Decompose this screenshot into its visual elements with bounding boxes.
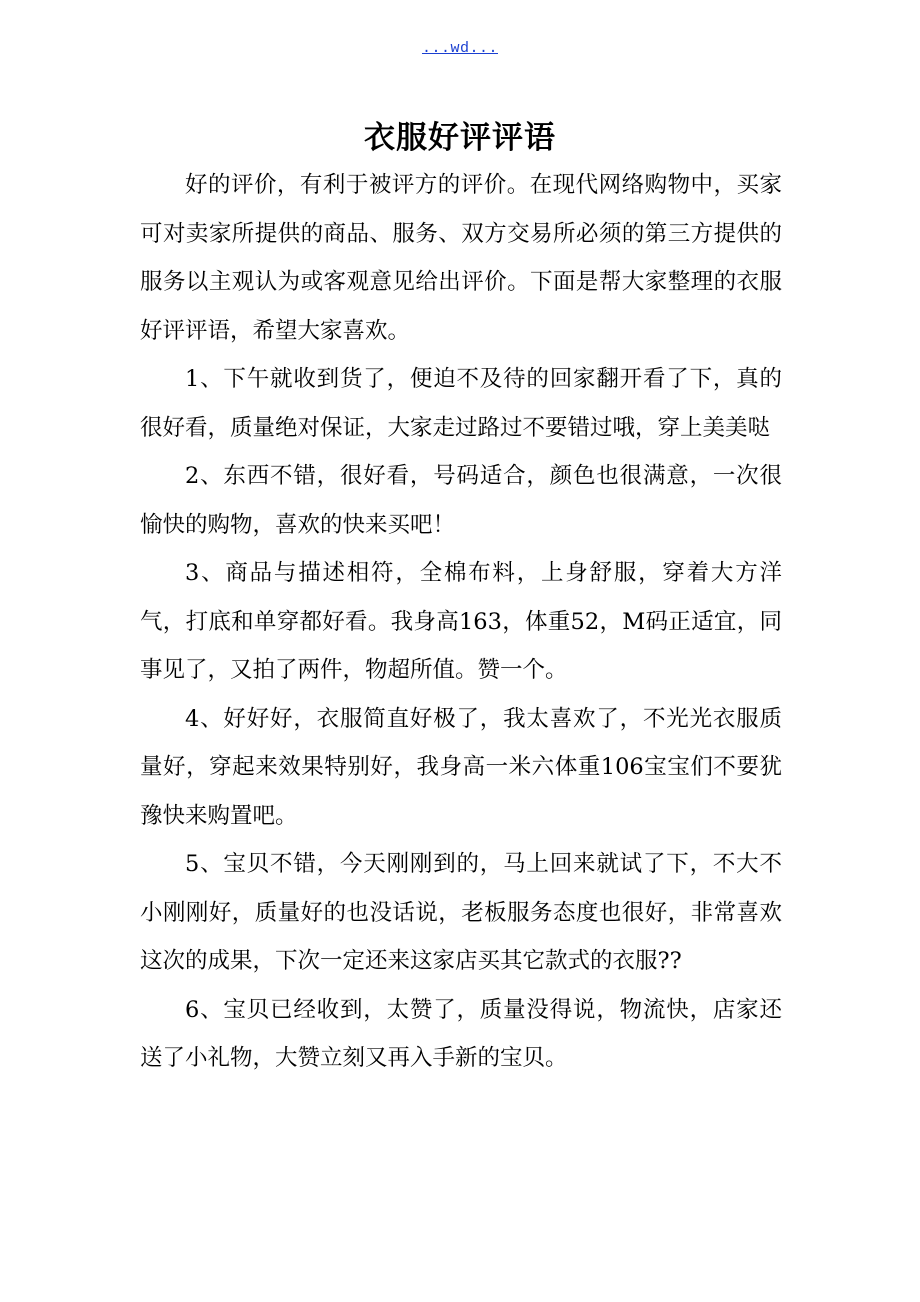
review-paragraph-6: 6、宝贝已经收到，太赞了，质量没得说，物流快，店家还送了小礼物，大赞立刻又再入手新的宝贝。 [140, 996, 782, 1071]
review-paragraph-4: 4、好好好，衣服简直好极了，我太喜欢了，不光光衣服质量好，穿起来效果特别好，我身高一米六体重106宝宝们不要犹豫快来购置吧。 [140, 705, 782, 829]
intro-paragraph: 好的评价，有利于被评方的评价。在现代网络购物中，买家可对卖家所提供的商品、服务、双方交易所必须的第三方提供的服务以主观认为或客观意见给出评价。下面是帮大家整理的衣服好评评语，希望大家喜欢。 [140, 172, 782, 344]
review-paragraph-3: 3、商品与描述相符，全棉布料，上身舒服，穿着大方洋气，打底和单穿都好看。我身高163，体重52，M码正适宜，同事见了，又拍了两件，物超所值。赞一个。 [140, 560, 782, 683]
header-watermark: ...wd... [421, 40, 498, 57]
review-paragraph-2: 2、东西不错，很好看，号码适合，颜色也很满意，一次很愉快的购物，喜欢的快来买吧！ [140, 463, 782, 538]
review-paragraph-1: 1、下午就收到货了，便迫不及待的回家翻开看了下，真的很好看，质量绝对保证，大家走过路过不要错过哦，穿上美美哒 [140, 366, 782, 441]
review-paragraph-5: 5、宝贝不错，今天刚刚到的，马上回来就试了下，不大不小刚刚好，质量好的也没话说，老板服务态度也很好，非常喜欢这次的成果，下次一定还来这家店买其它款式的衣服?? [140, 851, 782, 974]
document-body [140, 161, 782, 1083]
page-title: 衣服好评评语 [364, 120, 556, 156]
